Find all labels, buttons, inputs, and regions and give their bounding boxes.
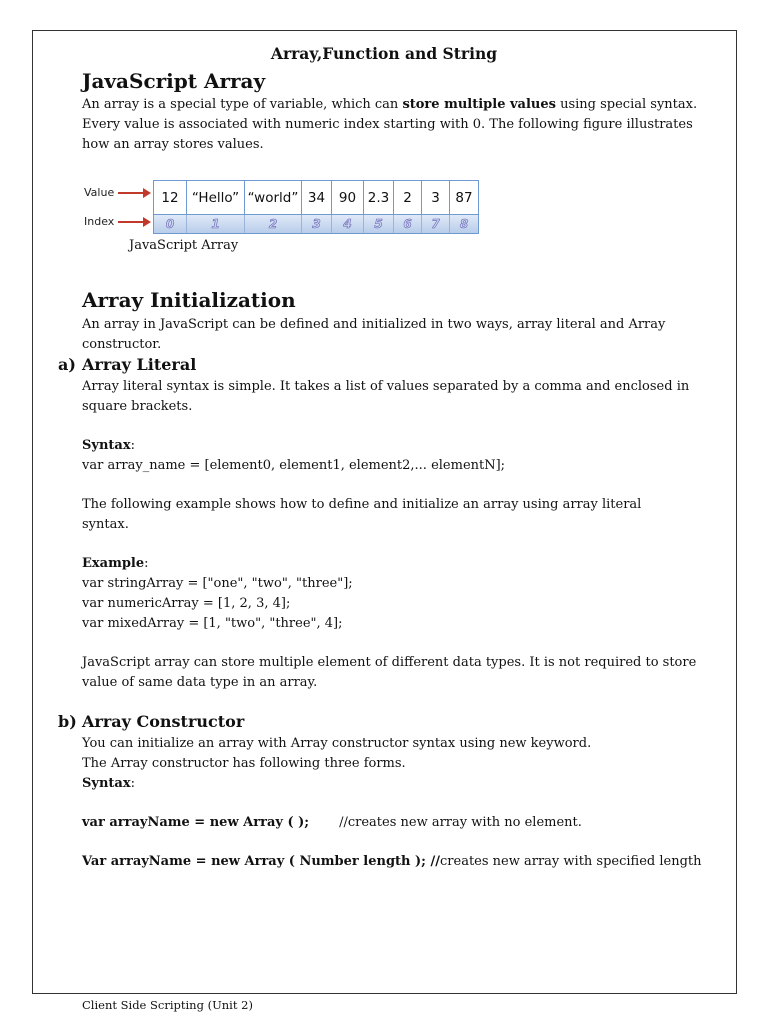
literal-syntax-code: var array_name = [element0, element1, element2,... elementN]; [82,458,506,473]
literal-example-label: Example [82,556,145,571]
code-line: var mixedArray = [1, "two", "three", 4]; [82,616,343,631]
array-value-cell: 90 [332,181,364,214]
literal-note [82,653,707,693]
index-arrow-head [143,217,151,227]
value-label: Value [84,186,115,199]
literal-example-intro-line-2: syntax. [82,517,129,532]
array-value-cell: 12 [154,181,187,214]
intro-text-before: An array is a special type of variable, which can [82,97,403,112]
array-index-cell: 5 [364,215,394,233]
array-value-cell: 2.3 [364,181,394,214]
subsection-title-array-literal: Array Literal [82,355,197,374]
array-value-cell: “world” [245,181,302,214]
figure-caption: JavaScript Array [129,238,239,253]
constructor-desc-line-1: You can initialize an array with Array constructor syntax using new keyword. [82,736,592,751]
array-value-cell: 87 [455,189,473,206]
constructor-description [82,734,707,794]
intro-text-after: using special syntax. [555,97,698,112]
initialization-line-1: An array in JavaScript can be defined and initialized in two ways, array literal and Array [82,317,666,332]
literal-example-intro [82,495,707,535]
array-index-cell: 2 [245,215,302,233]
literal-example-heading: Example: [82,556,149,571]
array-value-cell: 34 [302,181,332,214]
subsection-title-array-constructor: Array Constructor [82,712,245,731]
literal-desc-line-2: square brackets. [82,399,193,414]
constructor-form-2-comment: creates new array with specified length [440,854,702,869]
constructor-form-1-comment: //creates new array with no element. [339,815,582,830]
literal-syntax-label: Syntax [82,438,131,453]
section-title-array-initialization: Array Initialization [82,288,296,312]
initialization-paragraph [82,315,707,355]
value-arrow [118,192,144,194]
literal-description [82,377,707,417]
constructor-syntax-label: Syntax [82,776,131,791]
literal-syntax-heading: Syntax: [82,438,135,453]
intro-line-3: how an array stores values. [82,137,264,152]
section-title-javascript-array: JavaScript Array [82,69,266,93]
array-value-cell: “Hello” [187,181,245,214]
array-value-cell: 2 [394,181,422,214]
code-line: var numericArray = [1, 2, 3, 4]; [82,596,291,611]
intro-paragraph [82,95,707,155]
array-index-cell: 3 [302,215,332,233]
literal-marker: a) [58,355,76,374]
code-line: var stringArray = ["one", "two", "three"]; [82,576,353,591]
constructor-marker: b) [58,712,77,731]
array-index-row [153,214,479,234]
array-values-row [153,180,479,214]
value-arrow-head [143,188,151,198]
constructor-form-1-code: var arrayName = new Array ( ); [82,815,310,830]
constructor-form-1 [82,813,707,833]
array-index-cell: 7 [422,215,450,233]
initialization-line-2: constructor. [82,337,162,352]
constructor-form-2 [82,852,707,872]
index-label: Index [84,215,115,228]
literal-note-line-1: JavaScript array can store multiple element of different data types. It is not required to store [82,655,697,670]
array-index-cell: 4 [332,215,364,233]
literal-example-code [82,574,707,634]
page-title: Array,Function and String [270,44,498,63]
literal-desc-line-1: Array literal syntax is simple. It takes a list of values separated by a comma and enclosed in [82,379,690,394]
array-index-cell: 0 [154,215,187,233]
intro-bold: store multiple values [402,97,556,112]
index-arrow [118,221,144,223]
constructor-syntax-heading: Syntax: [82,776,135,791]
array-index-cell: 8 [459,217,469,231]
array-index-cell: 6 [394,215,422,233]
constructor-desc-line-2: The Array constructor has following three forms. [82,756,406,771]
intro-line-2: Every value is associated with numeric index starting with 0. The following figure illustrates [82,117,693,132]
array-index-cell: 1 [187,215,245,233]
literal-note-line-2: value of same data type in an array. [82,675,318,690]
literal-example-intro-line-1: The following example shows how to define and initialize an array using array literal [82,497,642,512]
constructor-form-2-code: Var arrayName = new Array ( Number length ); // [82,854,441,869]
page-footer: Client Side Scripting (Unit 2) [82,998,253,1012]
array-value-cell: 3 [422,181,450,214]
